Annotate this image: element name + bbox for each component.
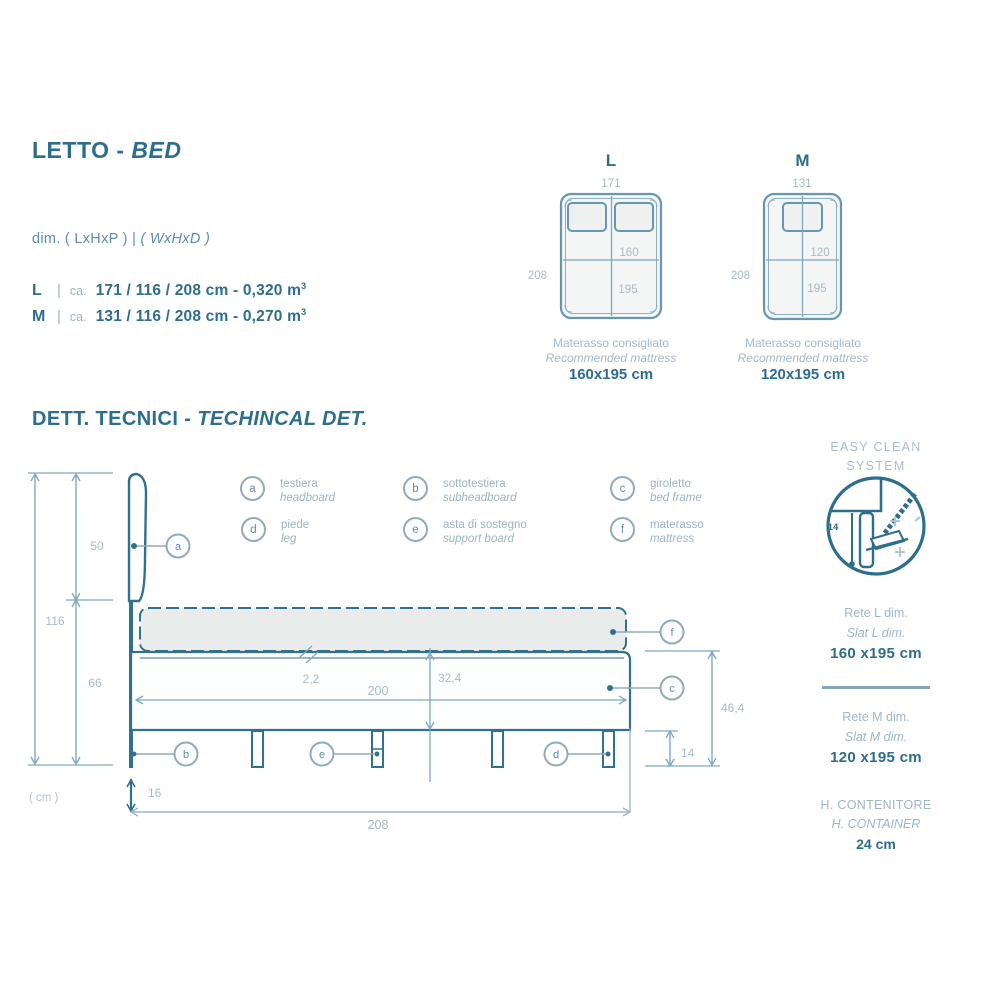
top-view-l-drawing: [528, 178, 661, 318]
dim-frame-to-floor: 46,4: [721, 701, 745, 715]
tech-heading-en: TECHINCAL DET.: [197, 408, 368, 430]
size-approx: ca.: [69, 310, 87, 325]
unit-note: ( cm ): [29, 792, 59, 804]
legend-circle-f: f: [610, 517, 635, 542]
size-key: L: [32, 282, 42, 300]
mattress-size: 120x195 cm: [760, 366, 846, 383]
dim-l-top: 171: [601, 178, 621, 190]
easy-clean-leg-dim: 14: [827, 522, 839, 533]
dim-upper: 50: [90, 539, 104, 553]
callout-a-label: a: [174, 541, 182, 553]
mattress-shape: [140, 608, 626, 651]
legend-item-b: [403, 476, 517, 505]
leg-1: [252, 731, 263, 767]
legend-circle-b: b: [403, 476, 428, 501]
page-title-it: LETTO -: [32, 137, 125, 163]
easy-clean-line2: SYSTEM: [846, 459, 906, 473]
size-line-l: [32, 281, 306, 300]
size-value: 131 / 116 / 208 cm - 0,270 $m^3$: [95, 307, 307, 326]
dim-l-width: 160: [619, 247, 639, 259]
legend-item-c: [610, 476, 702, 505]
legend-text: materasso mattress: [650, 519, 704, 545]
dim-headboard-depth: 16: [148, 786, 162, 800]
legend-text: sottotestiera subheadboard: [443, 478, 517, 504]
tech-heading-it: DETT. TECNICI -: [32, 408, 192, 430]
easy-clean-line1: EASY CLEAN: [830, 440, 922, 454]
slat-l-block: [811, 603, 941, 664]
pillow-right: [615, 203, 653, 231]
caption-it: Materasso consigliato: [744, 336, 862, 350]
container-block: [811, 796, 941, 854]
tech-heading: [32, 408, 368, 431]
dim-formula-it: dim. ( LxHxP ) |: [32, 231, 137, 247]
page-title: [32, 137, 181, 164]
slat-l-en: Slat L dim.: [846, 626, 906, 640]
slat-m-en: Slat M dim.: [844, 730, 908, 744]
callout-c-label: c: [669, 683, 675, 695]
dim-m-side: 208: [730, 270, 750, 282]
callout-e-label: e: [318, 749, 326, 761]
legend-circle-a: a: [240, 476, 265, 501]
callout-d-label: d: [552, 749, 560, 761]
dim-formula-en: ( WxHxD ): [140, 231, 211, 247]
callout-b-label: b: [182, 749, 190, 761]
dim-m-length: 195: [807, 283, 827, 295]
size-separator: |: [57, 282, 61, 300]
dim-frame-height: 32,4: [438, 671, 462, 685]
slat-m-it: Rete M dim.: [842, 710, 910, 724]
dim-rim: 2,2: [302, 672, 320, 686]
dim-inner-length: 200: [367, 684, 389, 698]
legend-circle-e: e: [403, 517, 428, 542]
leg-3: [492, 731, 503, 767]
legend-text: giroletto bed frame: [650, 478, 702, 504]
dim-m-width: 120: [810, 247, 830, 259]
dim-l-length: 195: [618, 284, 638, 296]
slat-m-block: [811, 707, 941, 768]
callout-f-label: f: [670, 627, 674, 639]
slat-l-it: Rete L dim.: [844, 606, 908, 620]
top-view-l-label: L: [605, 151, 617, 170]
container-size: 24 cm: [856, 836, 896, 852]
container-en: H. CONTAINER: [831, 817, 921, 831]
mop-handle: [884, 494, 915, 534]
dim-m-top: 131: [792, 178, 812, 190]
top-view-m-label: M: [795, 151, 810, 170]
top-view-m-caption: [723, 336, 883, 383]
legend-text: piede leg: [281, 519, 310, 545]
page-title-en: BED: [131, 137, 182, 163]
dim-lower: 66: [88, 676, 102, 690]
dim-l-side: 208: [527, 270, 547, 282]
easy-clean-icon: [828, 478, 924, 574]
mattress-size: 160x195 cm: [568, 366, 654, 383]
dim-total-length: 208: [367, 818, 389, 832]
caption-en: Recommended mattress: [737, 350, 869, 365]
pillow-left: [568, 203, 606, 231]
legend-text: testiera headboard: [280, 478, 335, 504]
headboard-shape: [129, 474, 146, 601]
dim-formula: [32, 231, 210, 247]
legend-item-e: [403, 517, 527, 546]
legend-circle-d: d: [241, 517, 266, 542]
legend-circle-c: c: [610, 476, 635, 501]
sidebar-divider: [822, 686, 930, 689]
slat-m-size: 120 x195 cm: [830, 749, 922, 766]
legend-item-f: [610, 517, 704, 546]
size-value: 171 / 116 / 208 cm - 0,320 $m^3$: [95, 281, 307, 300]
size-key: M: [32, 308, 46, 326]
caption-en: Recommended mattress: [545, 350, 677, 365]
legend-item-a: [240, 476, 335, 505]
legend-text: asta di sostegno support board: [443, 519, 527, 545]
size-line-m: [32, 307, 306, 326]
easy-clean-title: [811, 438, 941, 476]
caption-it: Materasso consigliato: [552, 336, 670, 350]
dim-total-height: 116: [45, 614, 65, 628]
top-view-l-caption: [531, 336, 691, 383]
legend-item-d: [241, 517, 309, 546]
container-it: H. CONTENITORE: [820, 798, 932, 812]
size-approx: ca.: [69, 284, 87, 299]
leg-4: [603, 731, 614, 767]
dim-leg-height: 14: [681, 746, 695, 760]
top-view-m-drawing: [731, 178, 841, 319]
slat-l-size: 160 x195 cm: [830, 645, 922, 662]
size-separator: |: [57, 308, 61, 326]
